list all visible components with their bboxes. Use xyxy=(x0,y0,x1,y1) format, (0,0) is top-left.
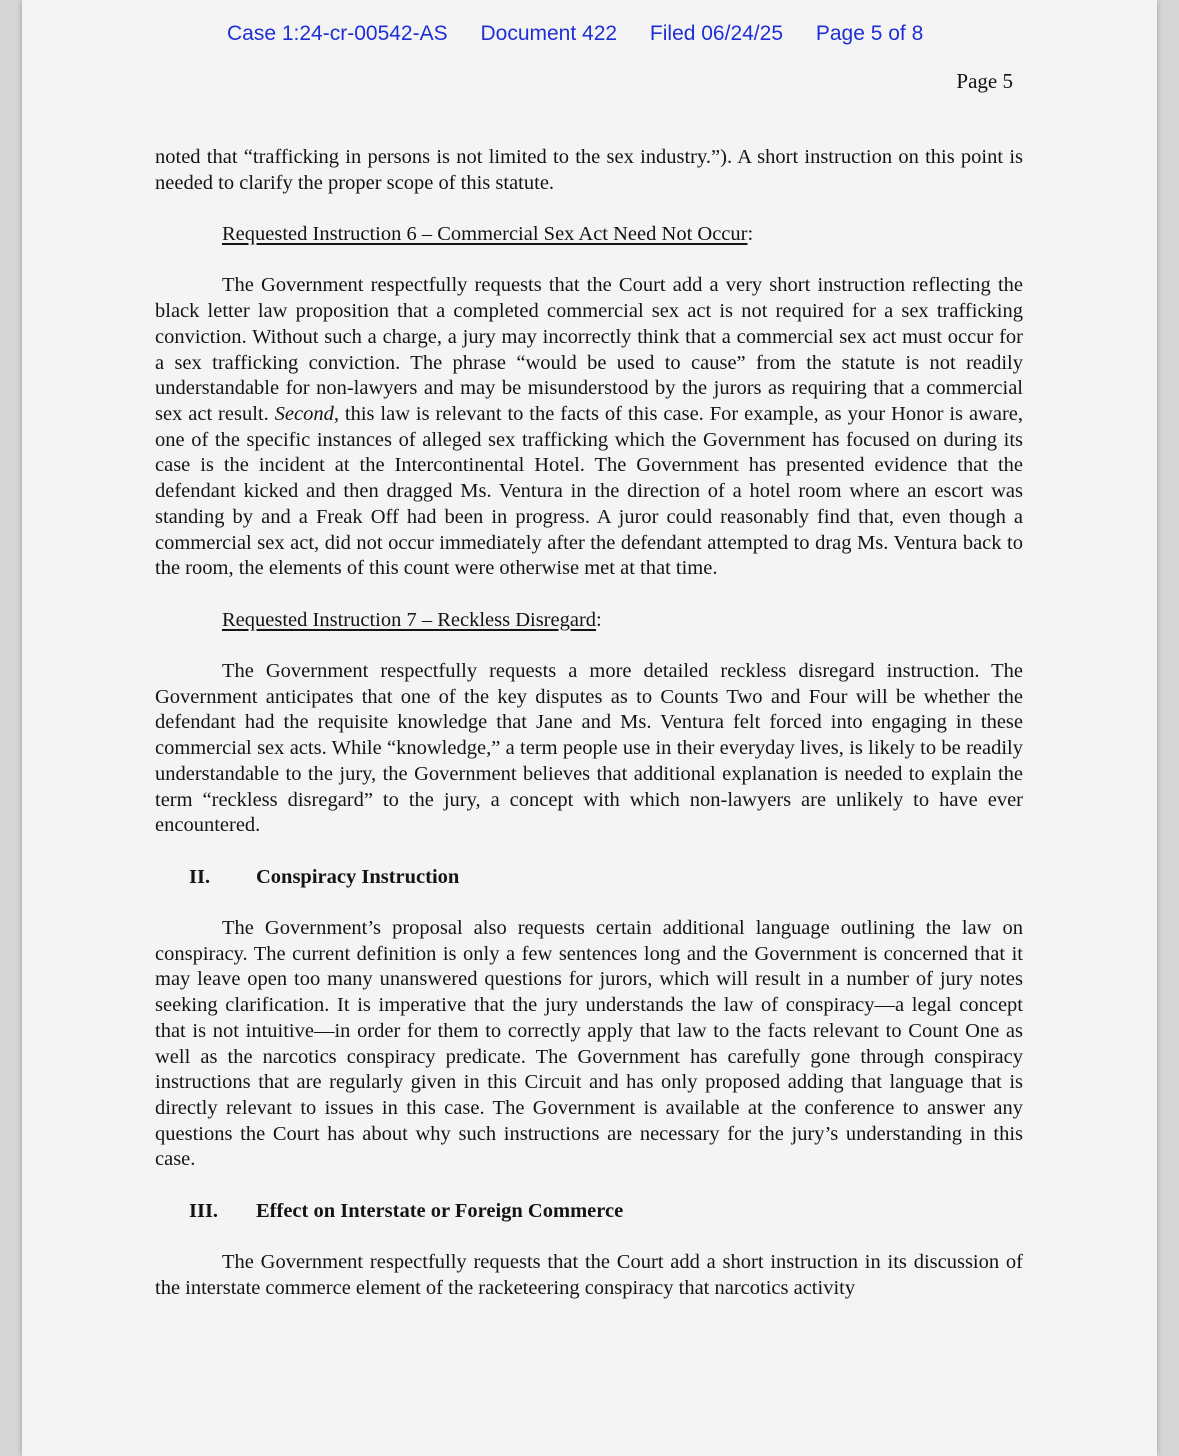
page-number: Page 5 xyxy=(956,69,1013,93)
section-heading-commerce: III. Effect on Interstate or Foreign Commerce xyxy=(189,1199,624,1222)
paragraph: The Government respectfully requests a more detailed reckless disregard instruction. The Government anticipates that one of the key disputes as to Counts Two and Four will be whether the defendant had the requisite knowledge that Jane and Ms. Ventura felt forced into engaging in these commercial sex acts. While “knowledge,” a term people use in their everyday lives, is likely to be readily understandable to the jury, the Government believes that additional explanation is needed to explain the term “reckless disregard” to the jury, a concept with which non-lawyers are unlikely to have ever encountered. xyxy=(155,660,1023,837)
paragraph: The Government respectfully requests that the Court add a very short instruction reflecting the black letter law proposition that a completed commercial sex act is not required for a sex trafficking conviction. Without such a charge, a jury may incorrectly think that a commercial sex act must occur for a sex trafficking conviction. The phrase “would be used to cause” from the statute is not readily understandable for non-lawyers and may be misunderstood by the jurors as requiring that a commercial sex act result. Second, this law is relevant to the facts of this case. For example, as your Honor is aware, one of the specific instances of alleged sex trafficking which the Government has focused on during its case is the incident at the Intercontinental Hotel. The Government has presented evidence that the defendant kicked and then dragged Ms. Ventura in the direction of a hotel room where an escort was standing by and a Freak Off had been in progress. A juror could reasonably find that, even though a commercial sex act, did not occur immediately after the defendant attempted to drag Ms. Ventura back to the room, the elements of this count were otherwise met at that time. xyxy=(155,274,1023,580)
document-page xyxy=(22,0,1157,1456)
paragraph: The Government respectfully requests that the Court add a short instruction in its discussion of the interstate commerce element of the racketeering conspiracy that narcotics activity xyxy=(155,1251,1023,1299)
section-heading-conspiracy: II. Conspiracy Instruction xyxy=(189,865,460,888)
subheading-instruction-6: Requested Instruction 6 – Commercial Sex Act Need Not Occur: xyxy=(222,223,754,246)
paragraph: The Government’s proposal also requests certain additional language outlining the law on conspiracy. The current definition is only a few sentences long and the Government is concerned that it may leave open too many unanswered questions for jurors, which will result in a number of jury notes seeking clarification. It is imperative that the jury understands the law of conspiracy—a legal concept that is not intuitive—in order for them to correctly apply that law to the facts relevant to Count One as well as the narcotics conspiracy predicate. The Government has carefully gone through conspiracy instructions that are regularly given in this Circuit and has only proposed adding that language that is directly relevant to issues in this case. The Government is available at the conference to answer any questions the Court has about why such instructions are necessary for the jury’s understanding in this case. xyxy=(155,917,1023,1171)
page-of: Page 5 of 8 xyxy=(815,22,924,45)
filed-date: Filed 06/24/25 xyxy=(649,22,784,45)
ecf-header-stamp xyxy=(227,22,950,46)
document-number: Document 422 xyxy=(480,22,618,45)
subheading-instruction-7: Requested Instruction 7 – Reckless Disregard: xyxy=(222,608,602,631)
paragraph: noted that “trafficking in persons is not limited to the sex industry.”). A short instruction on this point is needed to clarify the proper scope of this statute. xyxy=(155,146,1023,194)
case-number: Case 1:24-cr-00542-AS xyxy=(227,22,448,45)
document-body xyxy=(155,145,1023,1302)
